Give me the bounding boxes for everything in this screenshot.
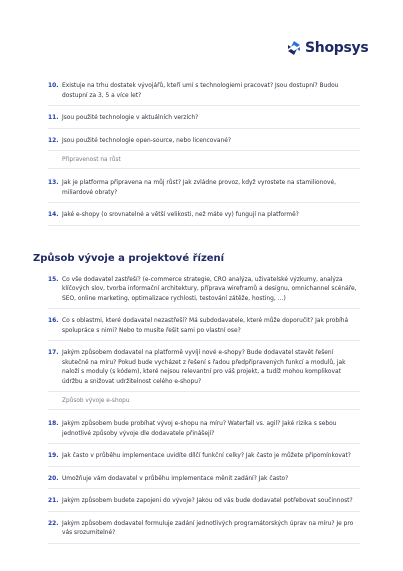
question-text: Jakým způsobem dodavatel formuluje zadání jednotlivých programátorských úprav na míru? Je pro vás srozumitelné?: [62, 520, 354, 536]
question-text: Jakým způsobem bude probíhat vývoj e-shopu na míru? Waterfall vs. agil? Jaké rizika s sebou jednotlivé způsoby vývoje dle dodavatele přinášejí?: [62, 421, 337, 437]
question-item: [48, 473, 360, 490]
question-number: 10.: [48, 83, 59, 89]
question-list-4: [48, 418, 360, 544]
question-number: 22.: [48, 520, 59, 527]
question-number: 21.: [48, 498, 59, 504]
question-text: Jsou použité technologie open-source, nebo licencované?: [62, 137, 231, 144]
question-item: [48, 418, 360, 444]
question-item: [48, 135, 360, 152]
shopsys-logo: [286, 40, 368, 56]
question-list-1: [48, 80, 360, 151]
question-item: [48, 209, 360, 226]
question-text: Jaké e-shopy (o srovnatelné a větší velikosti, než máte vy) fungují na platformě?: [62, 212, 299, 218]
question-number: 14.: [48, 212, 59, 218]
question-item: [48, 450, 360, 467]
question-item: [48, 177, 360, 203]
question-number: 15.: [48, 276, 59, 283]
subheading: Způsob vývoje e-shopu: [48, 398, 360, 410]
question-item: [48, 112, 360, 129]
question-number: 20.: [48, 475, 59, 482]
question-list-3: [48, 274, 360, 393]
question-text: Jsou použité technologie v aktuálních verzích?: [62, 115, 199, 121]
question-number: 11.: [48, 115, 59, 121]
subheading: Připravenost na růst: [48, 157, 360, 169]
section-title: Způsob vývoje a projektové řízení: [33, 252, 225, 264]
question-item: [48, 347, 360, 392]
question-item: [48, 315, 360, 341]
question-text: Existuje na trhu dostatek vývojářů, kteří umí s technologiemi pracovat? Jsou dostupní? Budou dostupní za 3, 5 a více let?: [62, 83, 339, 99]
question-text: Jak je platforma připravena na můj růst? Jak zvládne provoz, když vyrostete na stamilionové, miliardové obraty?: [62, 180, 336, 196]
question-item: [48, 274, 360, 310]
document-content: [33, 80, 360, 550]
question-number: 19.: [48, 453, 59, 459]
question-item: [48, 495, 360, 512]
question-list-2: [48, 177, 360, 226]
logo-text: Shopsys: [305, 40, 369, 56]
question-number: 12.: [48, 137, 59, 144]
question-number: 16.: [48, 318, 59, 324]
question-item: [48, 518, 360, 544]
question-text: Jakým způsobem budete zapojeni do vývoje? Jakou od vás bude dodavatel potřebovat součinnost?: [62, 498, 353, 504]
question-item: [48, 80, 360, 106]
shopsys-logo-icon: [286, 40, 302, 56]
question-text: Jak často v průběhu implementace uvidíte dílčí funkční celky? Jak často je můžete připomínkovat?: [62, 453, 351, 459]
question-number: 13.: [48, 180, 59, 186]
question-text: Co s oblastmi, které dodavatel nezastřeší? Má subdodavatele, které může doporučit? Jak probíhá spolupráce s nimi? Nebo to musíte řešit sami po vlastní ose?: [62, 318, 349, 334]
question-number: 17.: [48, 350, 59, 356]
question-text: Umožňuje vám dodavatel v průběhu implementace měnit zadání? Jak často?: [62, 475, 289, 482]
question-number: 18.: [48, 421, 59, 427]
question-text: Co vše dodavatel zastřeší? (e-commerce strategie, CRO analýza, uživatelské výzkumy, analýza klíčových slov, tvorba informační architektury, příprava wireframů a designu, omnichannel scénáře, SEO, online marketing, optimalizace rychlosti, testování zátěže, hosting, …): [62, 276, 357, 302]
question-text: Jakým způsobem dodavatel na platformě vyvíjí nové e-shopy? Bude dodavatel stavět řešení skutečně na míru? Pokud bude vycházet z řešení s řadou předpřipravených funkcí a modulů, jak naloží s moduly (s kódem), které nejsou relevantní pro váš projekt, a tudíž mohou komplikovat údržbu a snižovat udržitelnost celého e-shopu?: [62, 350, 346, 385]
